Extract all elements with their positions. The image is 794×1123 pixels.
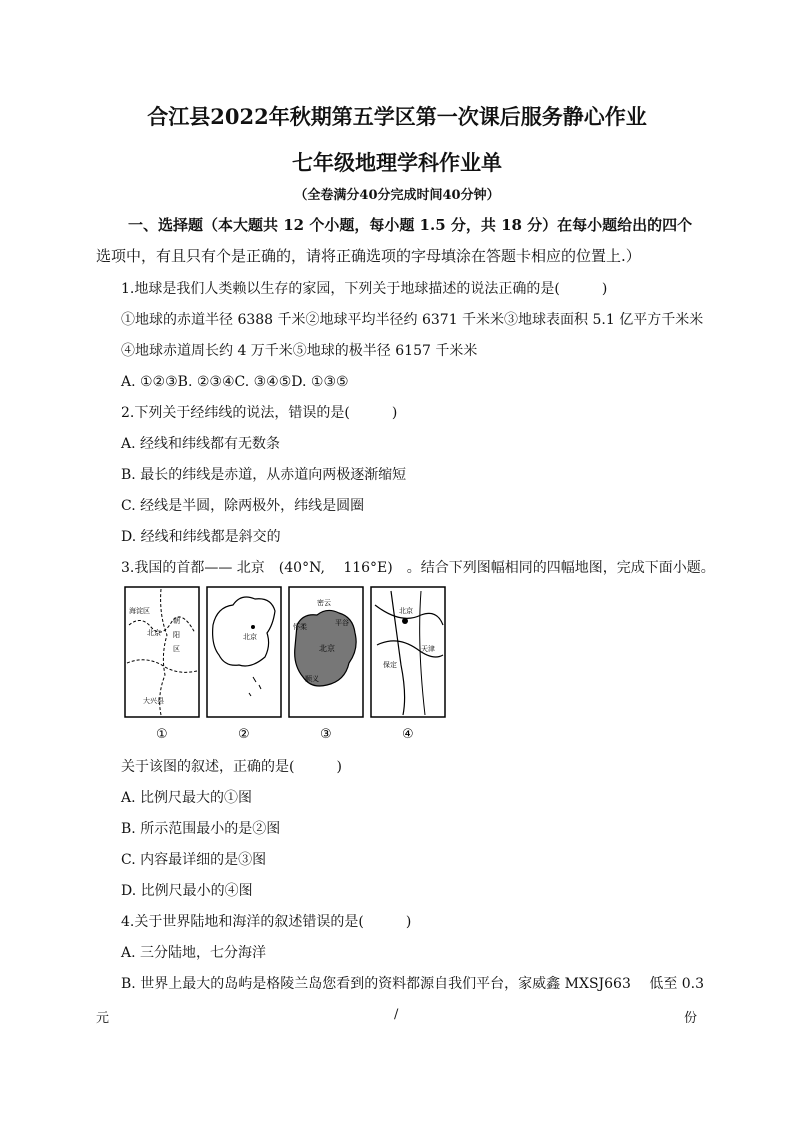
q3-option-c: C. 内容最详细的是③图 [121,852,267,868]
section-heading-line1: 一、选择题（本大题共 12 个小题，每小题 1.5 分，共 18 分）在每小题给出的四个 [128,216,693,234]
q1-stem: 1.地球是我们人类赖以生存的家园，下列关于地球描述的说法正确的是( ) [121,281,608,297]
map4-label-beijing: 北京 [399,607,413,615]
q4-option-a: A. 三分陆地，七分海洋 [121,945,267,961]
footer-center: / [394,1007,399,1022]
q1-options: A. ①②③B. ②③④C. ③④⑤D. ①③⑤ [121,374,349,390]
q3-option-a: A. 比例尺最大的①图 [121,790,253,806]
q2-option-b: B. 最长的纬线是赤道，从赤道向两极逐渐缩短 [121,467,407,483]
map-4-north-china [371,587,445,717]
document-subtitle: 七年级地理学科作业单 [292,150,502,175]
q3-sub-stem: 关于该图的叙述，正确的是( ) [121,759,342,775]
map1-label-beijing: 北京 [147,629,161,637]
map1-label-yang: 阳 [173,631,180,639]
q3-stem: 3.我国的首都—— 北京 (40°N, 116°E) 。结合下列图幅相同的四幅地图，完成下面小题。 [121,560,715,576]
section-heading-line2: 选项中，有且只有个是正确的，请将正确选项的字母填涂在答题卡相应的位置上.） [96,247,641,265]
footer-right: 份 [684,1011,698,1026]
map-2-china [207,587,281,717]
q1-facts-line2: ④地球赤道周长约 4 万千米⑤地球的极半径 6157 千米米 [121,343,478,359]
map1-label-chao: 朝 [173,617,180,625]
map-label-4: ④ [402,727,414,742]
map1-label-haidian: 海淀区 [129,607,150,615]
q1-facts-line1: ①地球的赤道半径 6388 千米②地球平均半径约 6371 千米米③地球表面积 5.1 亿平方千米米 [121,312,704,328]
q2-option-c: C. 经线是半圆，除两极外，纬线是圆圈 [121,498,365,514]
exam-note: （全卷满分40分完成时间40分钟） [294,188,500,203]
beijing-maps-figure [121,585,451,745]
map4-label-tianjin: 天津 [421,645,435,653]
map-label-2: ② [238,727,250,742]
map3-label-shunyi: 顺义 [305,675,319,683]
q2-option-a: A. 经线和纬线都有无数条 [121,436,281,452]
q3-option-d: D. 比例尺最小的④图 [121,883,253,899]
map-3-beijing-region [289,587,363,717]
document-title: 合江县2022年秋期第五学区第一次课后服务静心作业 [147,104,647,129]
map1-label-qu: 区 [173,645,180,653]
map-1-district [125,587,199,717]
map1-label-daxing: 大兴县 [143,697,164,705]
q2-stem: 2.下列关于经纬线的说法，错误的是( ) [121,405,398,421]
map3-label-beijing: 北京 [319,644,335,653]
q4-option-b: B. 世界上最大的岛屿是格陵兰岛您看到的资料都源自我们平台，家威鑫 MXSJ663 低至 0.3 [121,976,705,992]
q2-option-d: D. 经线和纬线都是斜交的 [121,529,281,545]
map-label-1: ① [156,727,168,742]
q4-stem: 4.关于世界陆地和海洋的叙述错误的是( ) [121,914,412,930]
q3-option-b: B. 所示范围最小的是②图 [121,821,281,837]
map3-label-pinggu: 平谷 [335,619,349,627]
map2-label-beijing: 北京 [243,633,257,641]
footer-left: 元 [96,1011,110,1026]
map3-label-miyun: 密云 [317,599,331,607]
map3-label-huairou: 怀柔 [293,623,307,631]
map4-label-baoding: 保定 [383,661,397,669]
map-label-3: ③ [320,727,332,742]
